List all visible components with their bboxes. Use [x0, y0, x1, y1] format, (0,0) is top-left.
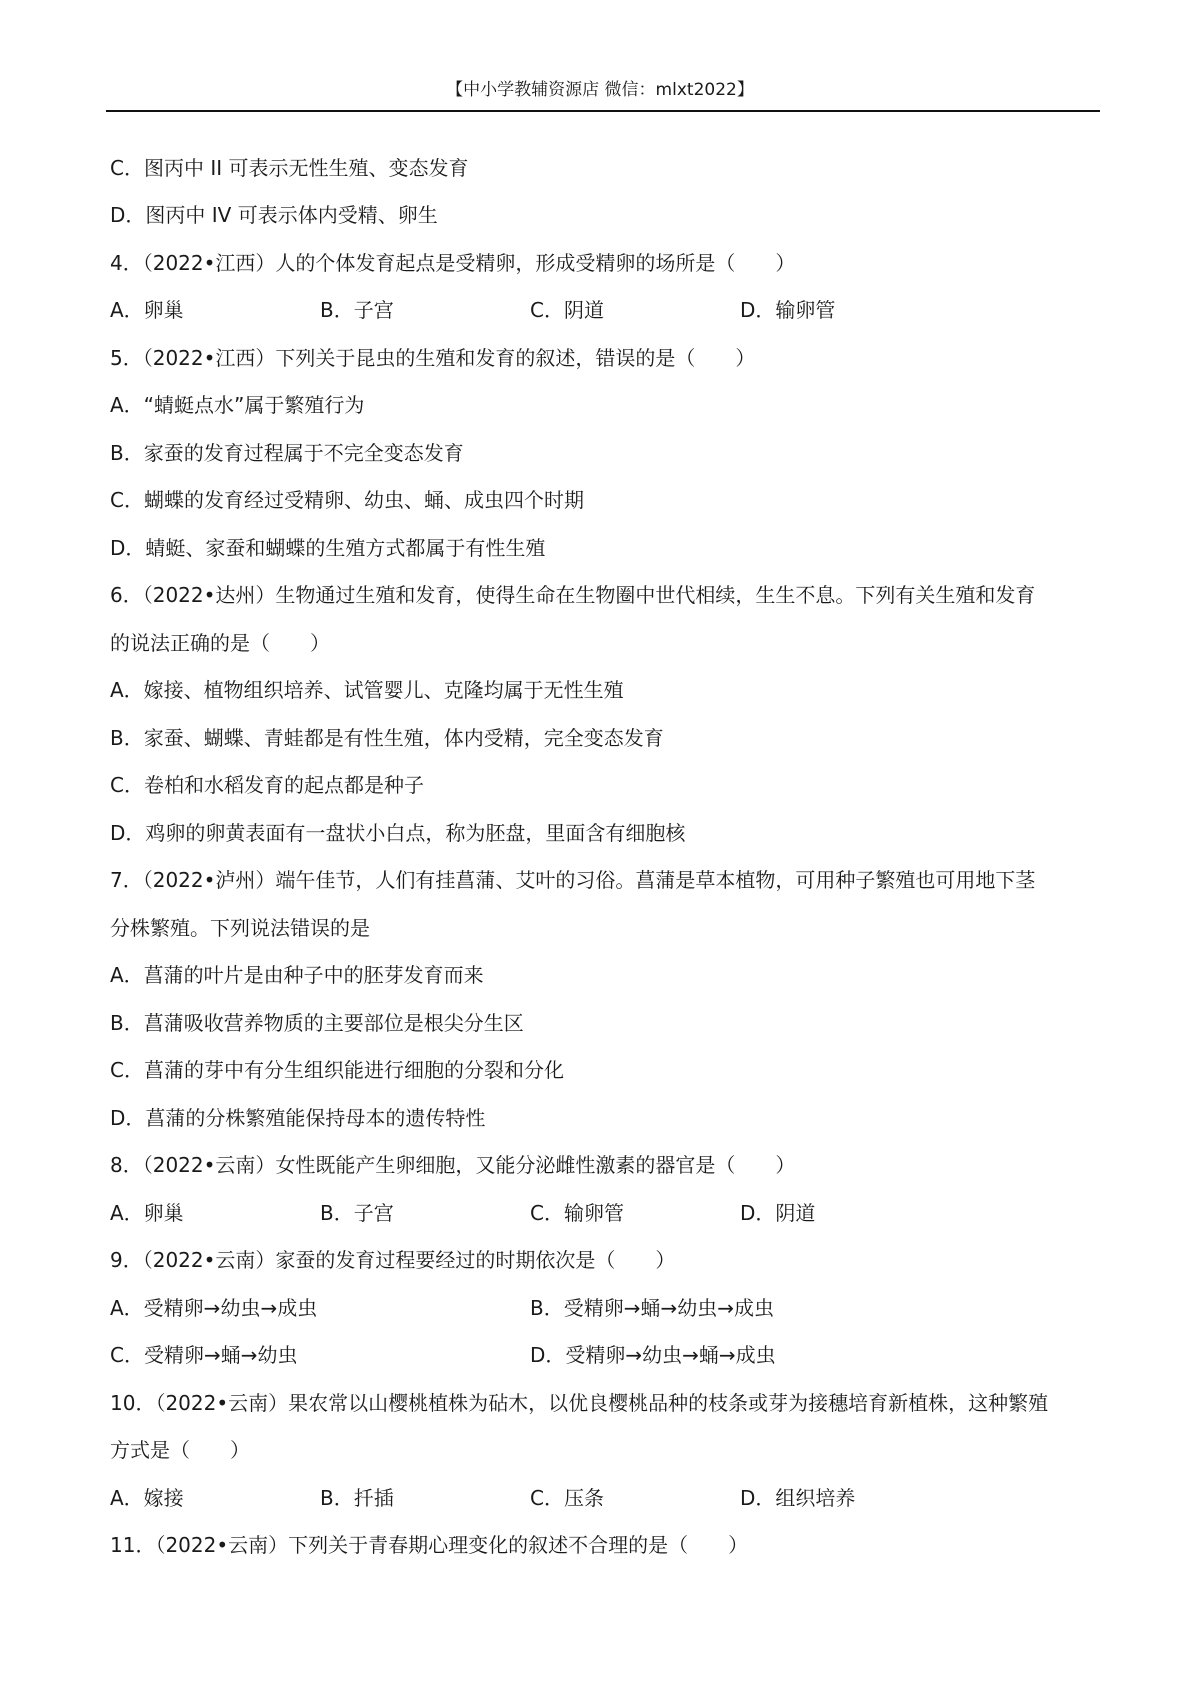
question-6-line-2: 的说法正确的是（ ） [110, 631, 330, 655]
q9-option-b: B．受精卵→蛹→幼虫→成虫 [530, 1296, 774, 1320]
q6-option-a: A．嫁接、植物组织培养、试管婴儿、克隆均属于无性生殖 [110, 678, 624, 702]
q5-option-c: C．蝴蝶的发育经过受精卵、幼虫、蛹、成虫四个时期 [110, 488, 584, 512]
q8-option-a: A．卵巢 [110, 1201, 184, 1225]
q6-option-b: B．家蚕、蝴蝶、青蛙都是有性生殖，体内受精，完全变态发育 [110, 726, 664, 750]
q10-option-b: B．扦插 [320, 1486, 394, 1510]
q7-option-d: D．菖蒲的分株繁殖能保持母本的遗传特性 [110, 1106, 486, 1130]
q10-option-d: D．组织培养 [740, 1486, 856, 1510]
question-4: 4．（2022•江西）人的个体发育起点是受精卵，形成受精卵的场所是（ ） [110, 251, 796, 275]
q7-option-b: B．菖蒲吸收营养物质的主要部位是根尖分生区 [110, 1011, 524, 1035]
q8-option-c: C．输卵管 [530, 1201, 624, 1225]
q9-option-c: C．受精卵→蛹→幼虫 [110, 1343, 298, 1367]
question-6-line-1: 6．（2022•达州）生物通过生殖和发育，使得生命在生物圈中世代相续，生生不息。下列有关生殖和发育 [110, 583, 1036, 607]
question-7-line-2: 分株繁殖。下列说法错误的是 [110, 916, 370, 940]
q8-option-b: B．子宫 [320, 1201, 394, 1225]
q4-option-d: D．输卵管 [740, 298, 836, 322]
q5-option-d: D．蜻蜓、家蚕和蝴蝶的生殖方式都属于有性生殖 [110, 536, 546, 560]
question-10-line-2: 方式是（ ） [110, 1438, 250, 1462]
q4-option-c: C．阴道 [530, 298, 604, 322]
q5-option-a: A．“蜻蜓点水”属于繁殖行为 [110, 393, 365, 417]
q3-option-d: D．图丙中 IV 可表示体内受精、卵生 [110, 203, 438, 227]
q5-option-b: B．家蚕的发育过程属于不完全变态发育 [110, 441, 464, 465]
question-5: 5．（2022•江西）下列关于昆虫的生殖和发育的叙述，错误的是（ ） [110, 346, 756, 370]
q9-option-a: A．受精卵→幼虫→成虫 [110, 1296, 318, 1320]
q8-option-d: D．阴道 [740, 1201, 816, 1225]
q4-option-b: B．子宫 [320, 298, 394, 322]
q4-option-a: A．卵巢 [110, 298, 184, 322]
q10-option-c: C．压条 [530, 1486, 604, 1510]
question-8: 8．（2022•云南）女性既能产生卵细胞，又能分泌雌性激素的器官是（ ） [110, 1153, 796, 1177]
q7-option-a: A．菖蒲的叶片是由种子中的胚芽发育而来 [110, 963, 484, 987]
question-11: 11．（2022•云南）下列关于青春期心理变化的叙述不合理的是（ ） [110, 1533, 749, 1557]
q6-option-c: C．卷柏和水稻发育的起点都是种子 [110, 773, 424, 797]
question-7-line-1: 7．（2022•泸州）端午佳节，人们有挂菖蒲、艾叶的习俗。菖蒲是草本植物，可用种子繁殖也可用地下茎 [110, 868, 1036, 892]
question-10-line-1: 10．（2022•云南）果农常以山樱桃植株为砧木，以优良樱桃品种的枝条或芽为接穗培育新植株，这种繁殖 [110, 1391, 1049, 1415]
q3-option-c: C．图丙中 II 可表示无性生殖、变态发育 [110, 156, 469, 180]
q9-option-d: D．受精卵→幼虫→蛹→成虫 [530, 1343, 776, 1367]
page-header: 【中小学教辅资源店 微信：mlxt2022】 [446, 80, 754, 100]
header-rule [106, 110, 1100, 112]
q10-option-a: A．嫁接 [110, 1486, 184, 1510]
q7-option-c: C．菖蒲的芽中有分生组织能进行细胞的分裂和分化 [110, 1058, 564, 1082]
question-9: 9．（2022•云南）家蚕的发育过程要经过的时期依次是（ ） [110, 1248, 676, 1272]
q6-option-d: D．鸡卵的卵黄表面有一盘状小白点，称为胚盘，里面含有细胞核 [110, 821, 686, 845]
